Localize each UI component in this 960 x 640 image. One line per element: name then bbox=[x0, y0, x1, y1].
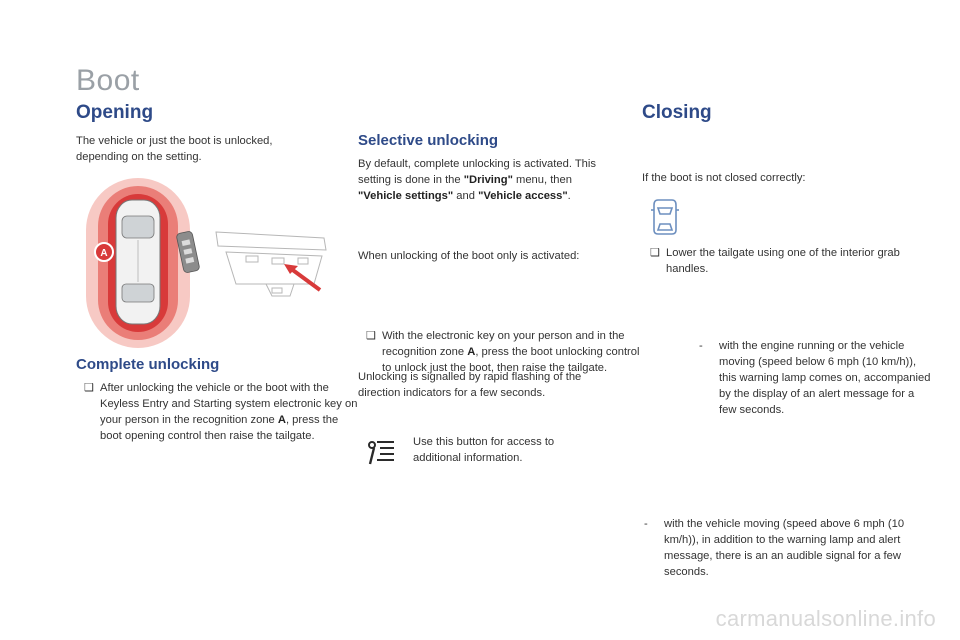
unlocking-signal-text: Unlocking is signalled by rapid flashing of the direction indicators for a few seconds. bbox=[358, 371, 582, 399]
recognition-zone-illustration bbox=[76, 172, 336, 352]
bullet-mark: ❑ bbox=[366, 330, 377, 342]
selective-unlocking-default: By default, complete unlocking is activated. This setting is done in the "Driving" menu, then "Vehicle settings" and "Vehicle access". bbox=[358, 158, 596, 202]
closing-step: ❑ Lower the tailgate using one of the interior grab handles. bbox=[650, 247, 900, 275]
zone-a-label: A bbox=[100, 248, 108, 259]
dash-mark: - bbox=[699, 340, 703, 352]
complete-unlocking-heading: Complete unlocking bbox=[76, 356, 220, 373]
bullet-mark: ❑ bbox=[84, 382, 95, 394]
closing-warning-low-speed: - with the engine running or the vehicle moving (speed below 6 mph (10 km/h)), this warning lamp comes on, accompanied by the display of an alert message for a few seconds. bbox=[699, 340, 931, 416]
selective-unlocking-when: When unlocking of the boot only is activated: bbox=[358, 250, 580, 262]
closing-heading: Closing bbox=[642, 102, 712, 123]
info-button-icon bbox=[366, 436, 398, 466]
selective-unlocking-heading: Selective unlocking bbox=[358, 132, 499, 149]
car-top-view bbox=[116, 200, 160, 324]
boot-open-warning-lamp-icon bbox=[650, 196, 680, 238]
page-title: Boot bbox=[76, 64, 140, 97]
opening-heading: Opening bbox=[76, 102, 154, 123]
tailgate-drawing bbox=[216, 232, 326, 296]
complete-unlocking-step: ❑ After unlocking the vehicle or the boot with the Keyless Entry and Starting system electronic key on your person in the recognition zone A, press the boot opening control then raise the tailgate. bbox=[84, 382, 358, 442]
dash-mark: - bbox=[644, 518, 648, 530]
closing-warning-high-speed: - with the vehicle moving (speed above 6 mph (10 km/h)), in addition to the warning lamp and alert message, there is an an audible signal for a few seconds. bbox=[644, 518, 905, 578]
selective-unlocking-step: ❑ With the electronic key on your person and in the recognition zone A, press the boot unlocking control to unlock just the boot, then raise the tailgate. bbox=[366, 330, 640, 374]
opening-intro: The vehicle or just the boot is unlocked, depending on the setting. bbox=[76, 135, 273, 163]
bullet-mark: ❑ bbox=[650, 247, 661, 259]
site-watermark: carmanualsonline.info bbox=[715, 606, 936, 631]
info-button-text: Use this button for access to additional information. bbox=[413, 436, 555, 464]
closing-not-closed-text: If the boot is not closed correctly: bbox=[642, 172, 806, 184]
